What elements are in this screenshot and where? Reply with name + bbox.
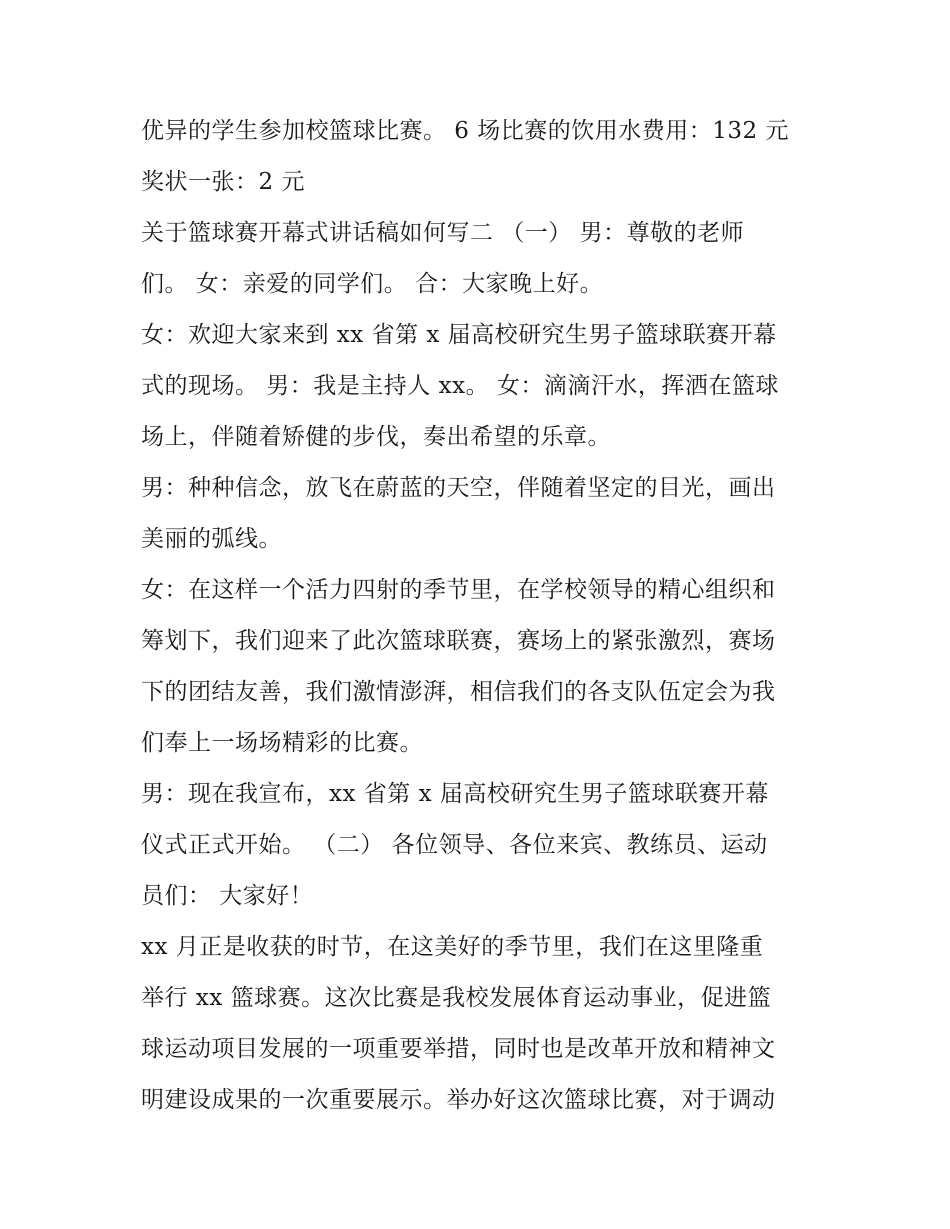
text-line: 式的现场。 男：我是主持人 xx。 女：滴滴汗水，挥洒在篮球 xyxy=(141,373,779,399)
text-line: 举行 xx 篮球赛。这次比赛是我校发展体育运动事业，促进篮 xyxy=(141,985,772,1011)
text-line: 下的团结友善，我们激情澎湃，相信我们的各支队伍定会为我 xyxy=(141,679,776,705)
text-line: 优异的学生参加校篮球比赛。 6 场比赛的饮用水费用：132 元 xyxy=(141,118,789,144)
text-line: 女：欢迎大家来到 xx 省第 x 届高校研究生男子篮球联赛开幕 xyxy=(141,322,777,348)
text-line: 关于篮球赛开幕式讲话稿如何写二 （一） 男：尊敬的老师 xyxy=(141,220,745,246)
text-line: 明建设成果的一次重要展示。举办好这次篮球比赛，对于调动 xyxy=(141,1087,776,1113)
text-line: 女：在这样一个活力四射的季节里，在学校领导的精心组织和 xyxy=(141,577,776,603)
text-line: 男：现在我宣布，xx 省第 x 届高校研究生男子篮球联赛开幕 xyxy=(141,781,769,807)
text-line: 们。 女：亲爱的同学们。 合：大家晚上好。 xyxy=(141,271,604,297)
text-line: 仪式正式开始。 （二） 各位领导、各位来宾、教练员、运动 xyxy=(141,832,768,858)
text-line: xx 月正是收获的时节，在这美好的季节里，我们在这里隆重 xyxy=(141,934,764,960)
text-line: 筹划下，我们迎来了此次篮球联赛，赛场上的紧张激烈，赛场 xyxy=(141,628,776,654)
text-line: 男：种种信念，放飞在蔚蓝的天空，伴随着坚定的目光，画出 xyxy=(141,475,776,501)
text-line: 员们： 大家好！ xyxy=(141,883,314,909)
text-line: 们奉上一场场精彩的比赛。 xyxy=(141,730,423,756)
text-line: 场上，伴随着矫健的步伐，奏出希望的乐章。 xyxy=(141,424,611,450)
document-body xyxy=(141,106,841,1126)
text-line: 球运动项目发展的一项重要举措，同时也是改革开放和精神文 xyxy=(141,1036,776,1062)
text-line: 奖状一张：2 元 xyxy=(141,169,305,195)
text-line: 美丽的弧线。 xyxy=(141,526,282,552)
